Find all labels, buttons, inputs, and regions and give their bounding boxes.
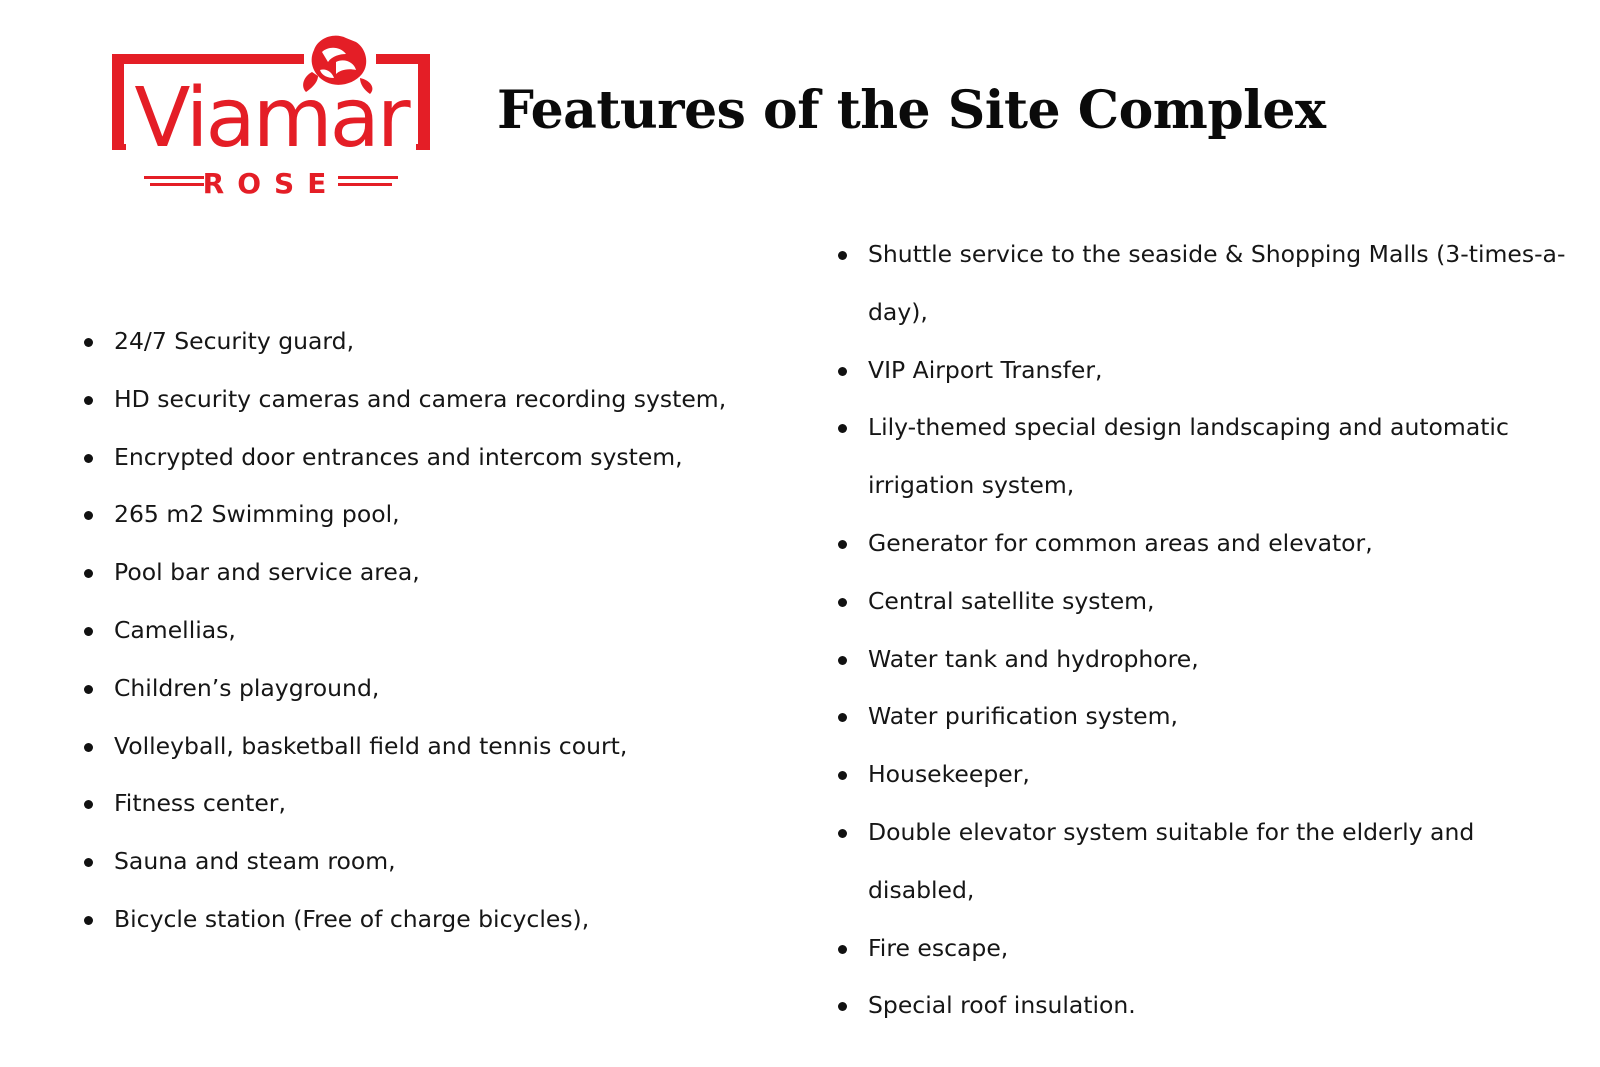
- features-list-right: [838, 226, 1568, 1035]
- page-title: Features of the Site Complex: [497, 80, 1326, 141]
- list-item: Water purification system,: [838, 688, 1568, 746]
- features-list-left: [84, 313, 726, 949]
- list-item: Encrypted door entrances and intercom system,: [84, 429, 726, 487]
- list-item: Fire escape,: [838, 920, 1568, 978]
- list-item: Lily-themed special design landscaping and automatic irrigation system,: [838, 399, 1568, 515]
- list-item: Pool bar and service area,: [84, 544, 726, 602]
- list-item: Water tank and hydrophore,: [838, 631, 1568, 689]
- list-item: Shuttle service to the seaside & Shopping Malls (3-times-a-day),: [838, 226, 1568, 342]
- list-item: VIP Airport Transfer,: [838, 342, 1568, 400]
- list-item: Special roof insulation.: [838, 977, 1568, 1035]
- list-item: Fitness center,: [84, 775, 726, 833]
- list-item: Volleyball, basketball field and tennis court,: [84, 718, 726, 776]
- list-item: Sauna and steam room,: [84, 833, 726, 891]
- list-item: Children’s playground,: [84, 660, 726, 718]
- logo-wordmark: Viamar: [134, 71, 408, 166]
- list-item: 265 m2 Swimming pool,: [84, 486, 726, 544]
- list-item: Double elevator system suitable for the elderly and disabled,: [838, 804, 1568, 920]
- list-item: Camellias,: [84, 602, 726, 660]
- list-item: Bicycle station (Free of charge bicycles),: [84, 891, 726, 949]
- viamar-rose-logo: [108, 32, 448, 202]
- list-item: Housekeeper,: [838, 746, 1568, 804]
- logo-graphic: [108, 32, 448, 202]
- logo-subtext: ROSE: [202, 167, 340, 200]
- list-item: 24/7 Security guard,: [84, 313, 726, 371]
- list-item: Generator for common areas and elevator,: [838, 515, 1568, 573]
- list-item: Central satellite system,: [838, 573, 1568, 631]
- list-item: HD security cameras and camera recording system,: [84, 371, 726, 429]
